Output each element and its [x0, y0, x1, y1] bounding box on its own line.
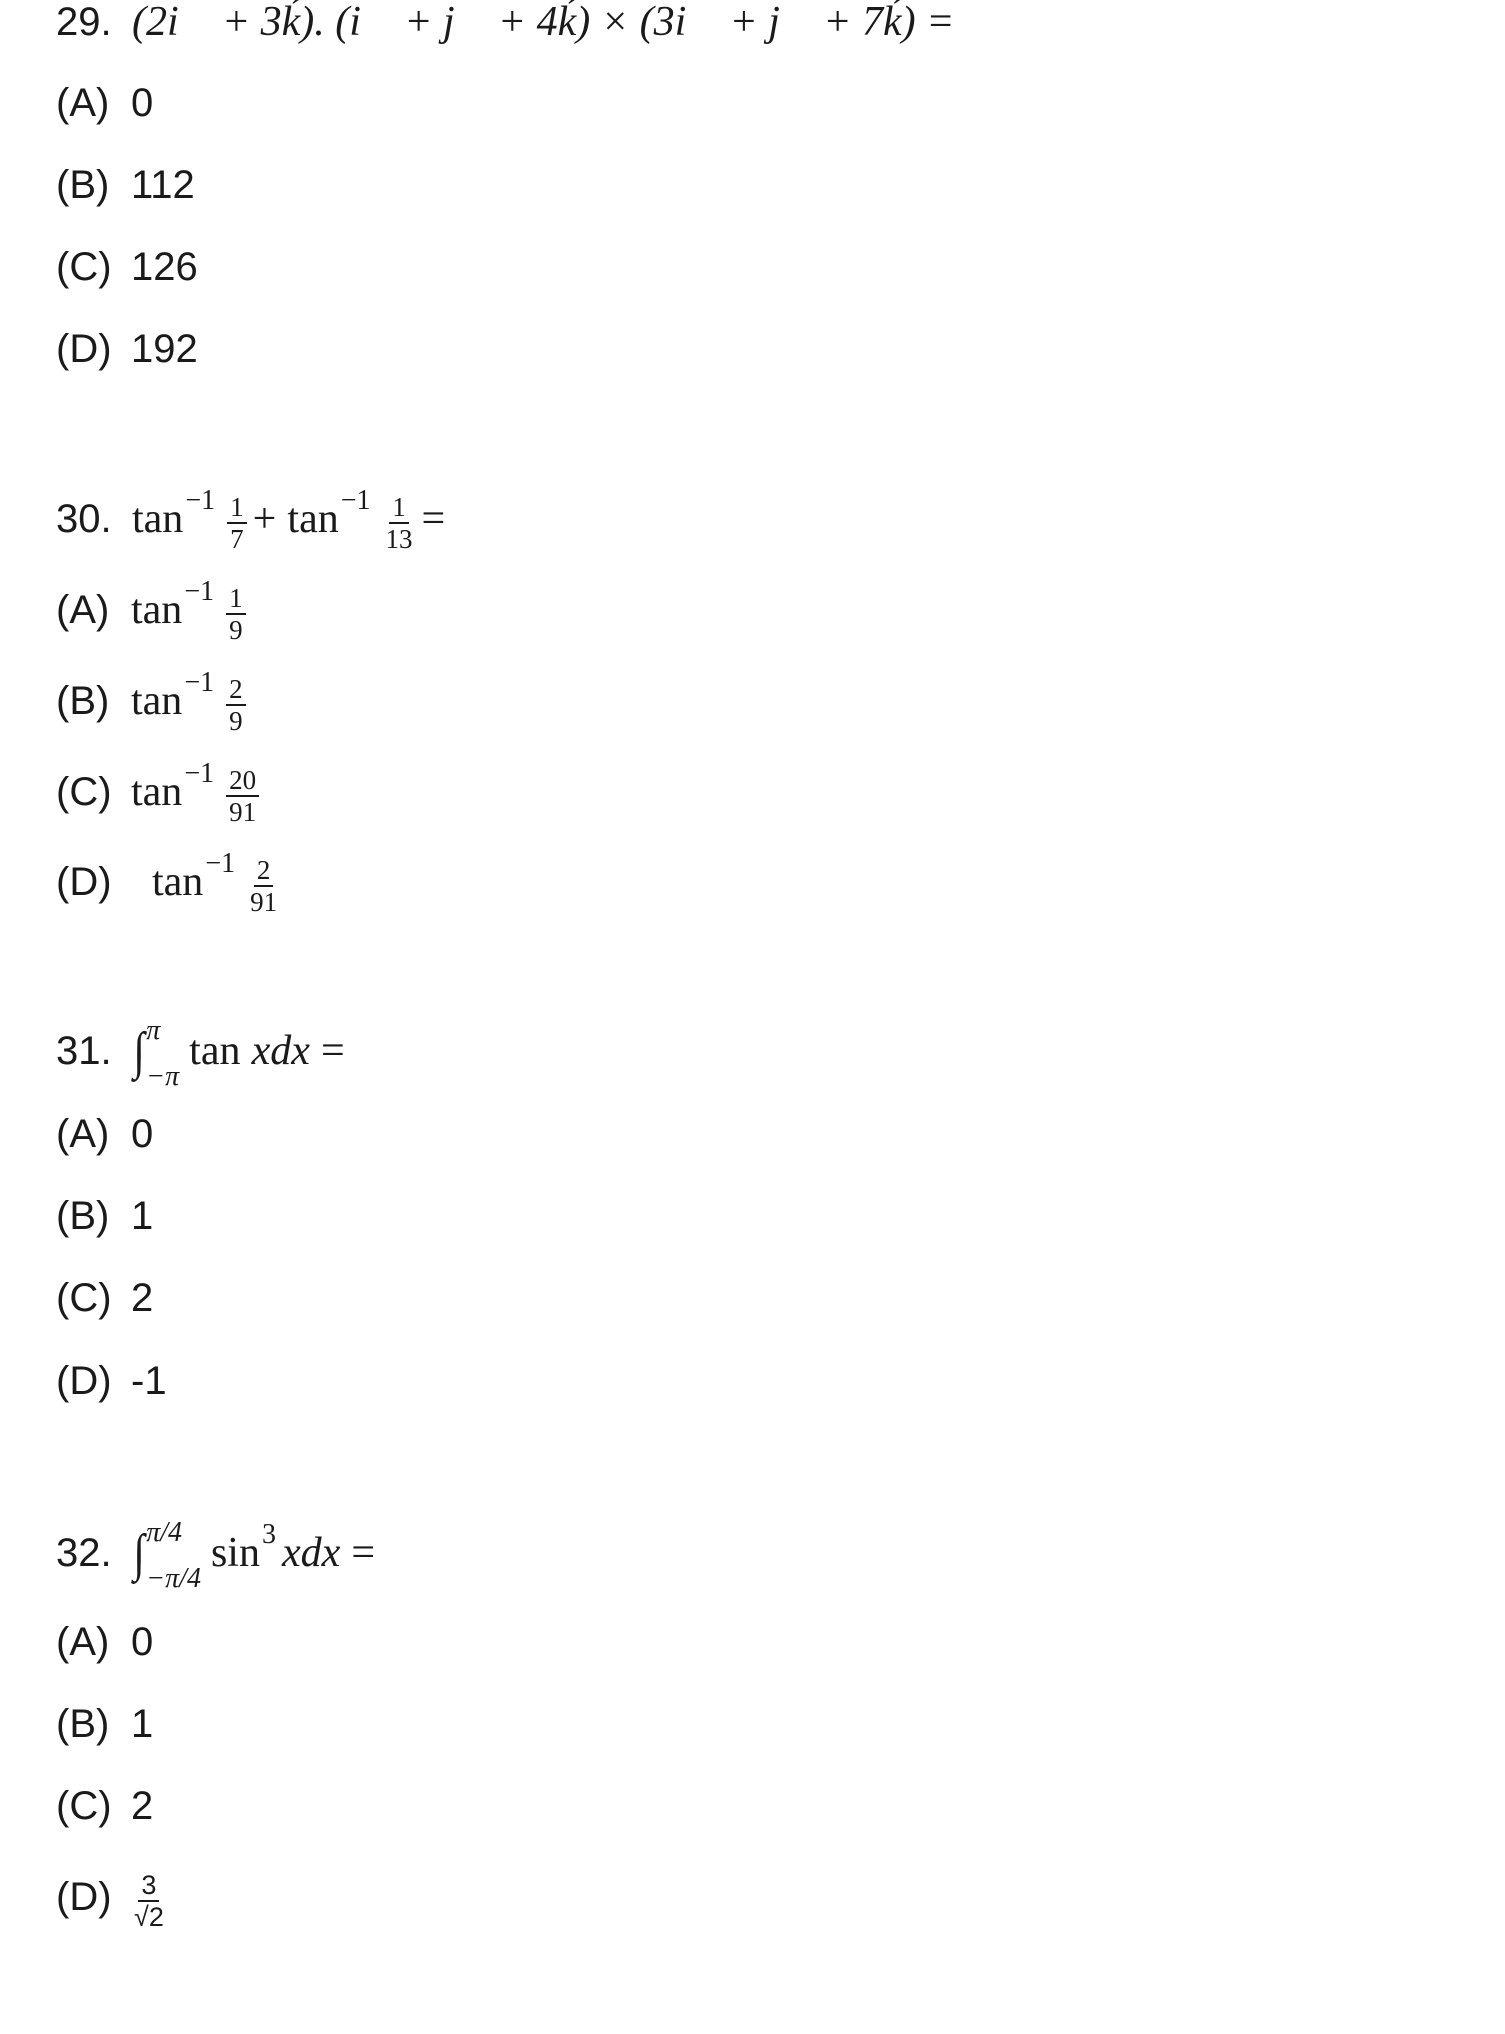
integral-sign: ∫: [133, 1524, 145, 1582]
fraction: [226, 674, 246, 736]
question-number: 30.: [56, 496, 112, 541]
denominator: 91: [250, 887, 278, 917]
question-29-option-a[interactable]: [56, 63, 153, 143]
question-31-option-a[interactable]: [56, 1094, 153, 1174]
exponent: −1: [185, 485, 216, 516]
option-text: 2: [131, 1783, 154, 1828]
numerator: 1: [389, 492, 409, 524]
option-label: (A): [56, 80, 110, 125]
function-name: tan: [132, 496, 184, 542]
function-name: tan: [152, 859, 204, 905]
function-name: tan: [131, 769, 183, 815]
question-30-option-d[interactable]: [56, 842, 286, 922]
definite-integral: [132, 1011, 189, 1091]
option-label: (C): [56, 1783, 112, 1828]
numerator: 2: [254, 855, 274, 887]
question-32-stem: [56, 1513, 375, 1593]
fraction: [247, 855, 280, 917]
fraction: [383, 492, 416, 554]
option-text: 2: [131, 1275, 154, 1320]
option-text: -1: [131, 1358, 167, 1403]
question-29-stem: [56, 0, 954, 62]
option-text: 112: [131, 162, 195, 207]
integral-limits: [146, 1011, 179, 1091]
denominator: 7: [230, 524, 244, 554]
option-label: (D): [56, 859, 112, 904]
exponent: −1: [184, 667, 215, 698]
option-label: (B): [56, 678, 110, 723]
fraction: [227, 492, 247, 554]
option-label: (B): [56, 162, 110, 207]
question-30-stem: [56, 479, 445, 559]
vector-expression: (2i⃗ + 3ḱ). (i⃗ + j⃗ + 4ḱ) × (3i⃗ + j⃗ + 7ḱ) =: [132, 0, 955, 45]
option-label: (B): [56, 1193, 110, 1238]
function-name: sin: [210, 1530, 260, 1576]
equals-sign: =: [351, 1530, 376, 1576]
question-32-option-d[interactable]: [56, 1857, 173, 1937]
lower-limit: −π/4: [146, 1563, 201, 1594]
fraction: [131, 1870, 167, 1932]
equals-sign: =: [421, 496, 446, 542]
denominator: √2: [134, 1902, 164, 1932]
upper-limit: π/4: [146, 1517, 183, 1548]
exponent: −1: [184, 576, 215, 607]
function-name: tan: [287, 496, 339, 542]
fraction: [226, 583, 246, 645]
option-label: (D): [56, 326, 112, 371]
option-text: 1: [131, 1701, 154, 1746]
fraction: [226, 765, 259, 827]
denominator: 91: [229, 797, 257, 827]
question-31-stem: [56, 1011, 345, 1091]
question-29-option-b[interactable]: [56, 145, 195, 225]
question-30-option-b[interactable]: [56, 661, 252, 741]
question-31-option-c[interactable]: [56, 1258, 153, 1338]
option-text: 0: [131, 80, 154, 125]
numerator: 1: [227, 492, 247, 524]
option-label: (D): [56, 1358, 112, 1403]
exponent: −1: [340, 485, 371, 516]
function-name: tan: [131, 587, 183, 633]
option-label: (A): [56, 1619, 110, 1664]
question-32-option-b[interactable]: [56, 1684, 153, 1764]
exponent: −1: [205, 848, 236, 879]
definite-integral: [132, 1513, 211, 1593]
question-number: 31.: [56, 1028, 112, 1073]
numerator: 2: [226, 674, 246, 706]
integral-limits: [146, 1513, 201, 1593]
option-text: 1: [131, 1193, 154, 1238]
option-text: 192: [131, 326, 198, 371]
plus-sign: +: [252, 496, 277, 542]
numerator: 1: [226, 583, 246, 615]
option-text: 0: [131, 1111, 154, 1156]
question-30-option-a[interactable]: [56, 570, 252, 650]
numerator: 20: [226, 765, 259, 797]
exponent: −1: [184, 758, 215, 789]
option-text: 0: [131, 1619, 154, 1664]
option-label: (C): [56, 244, 112, 289]
denominator: 9: [229, 706, 243, 736]
question-29-option-d[interactable]: [56, 309, 198, 389]
upper-limit: π: [146, 1015, 161, 1046]
option-label: (C): [56, 1275, 112, 1320]
option-label: (B): [56, 1701, 110, 1746]
question-31-option-d[interactable]: [56, 1341, 167, 1421]
question-number: 29.: [56, 0, 112, 44]
question-32-option-a[interactable]: [56, 1602, 153, 1682]
option-label: (A): [56, 587, 110, 632]
option-text: 126: [131, 244, 198, 289]
integral-sign: ∫: [133, 1022, 145, 1080]
question-30-option-c[interactable]: [56, 752, 265, 832]
function-name: tan: [189, 1028, 241, 1074]
function-name: tan: [131, 678, 183, 724]
question-29-option-c[interactable]: [56, 227, 198, 307]
denominator: 13: [385, 524, 413, 554]
equals-sign: =: [321, 1028, 345, 1074]
question-31-option-b[interactable]: [56, 1176, 153, 1256]
differential: xdx: [281, 1530, 341, 1576]
option-label: (C): [56, 769, 112, 814]
denominator: 9: [229, 615, 243, 645]
numerator: 3: [138, 1870, 159, 1902]
exponent: 3: [261, 1519, 276, 1550]
option-label: (A): [56, 1111, 110, 1156]
lower-limit: −π: [146, 1061, 180, 1092]
question-32-option-c[interactable]: [56, 1766, 153, 1846]
option-label: (D): [56, 1874, 112, 1919]
differential: xdx: [251, 1028, 310, 1074]
question-number: 32.: [56, 1530, 112, 1575]
